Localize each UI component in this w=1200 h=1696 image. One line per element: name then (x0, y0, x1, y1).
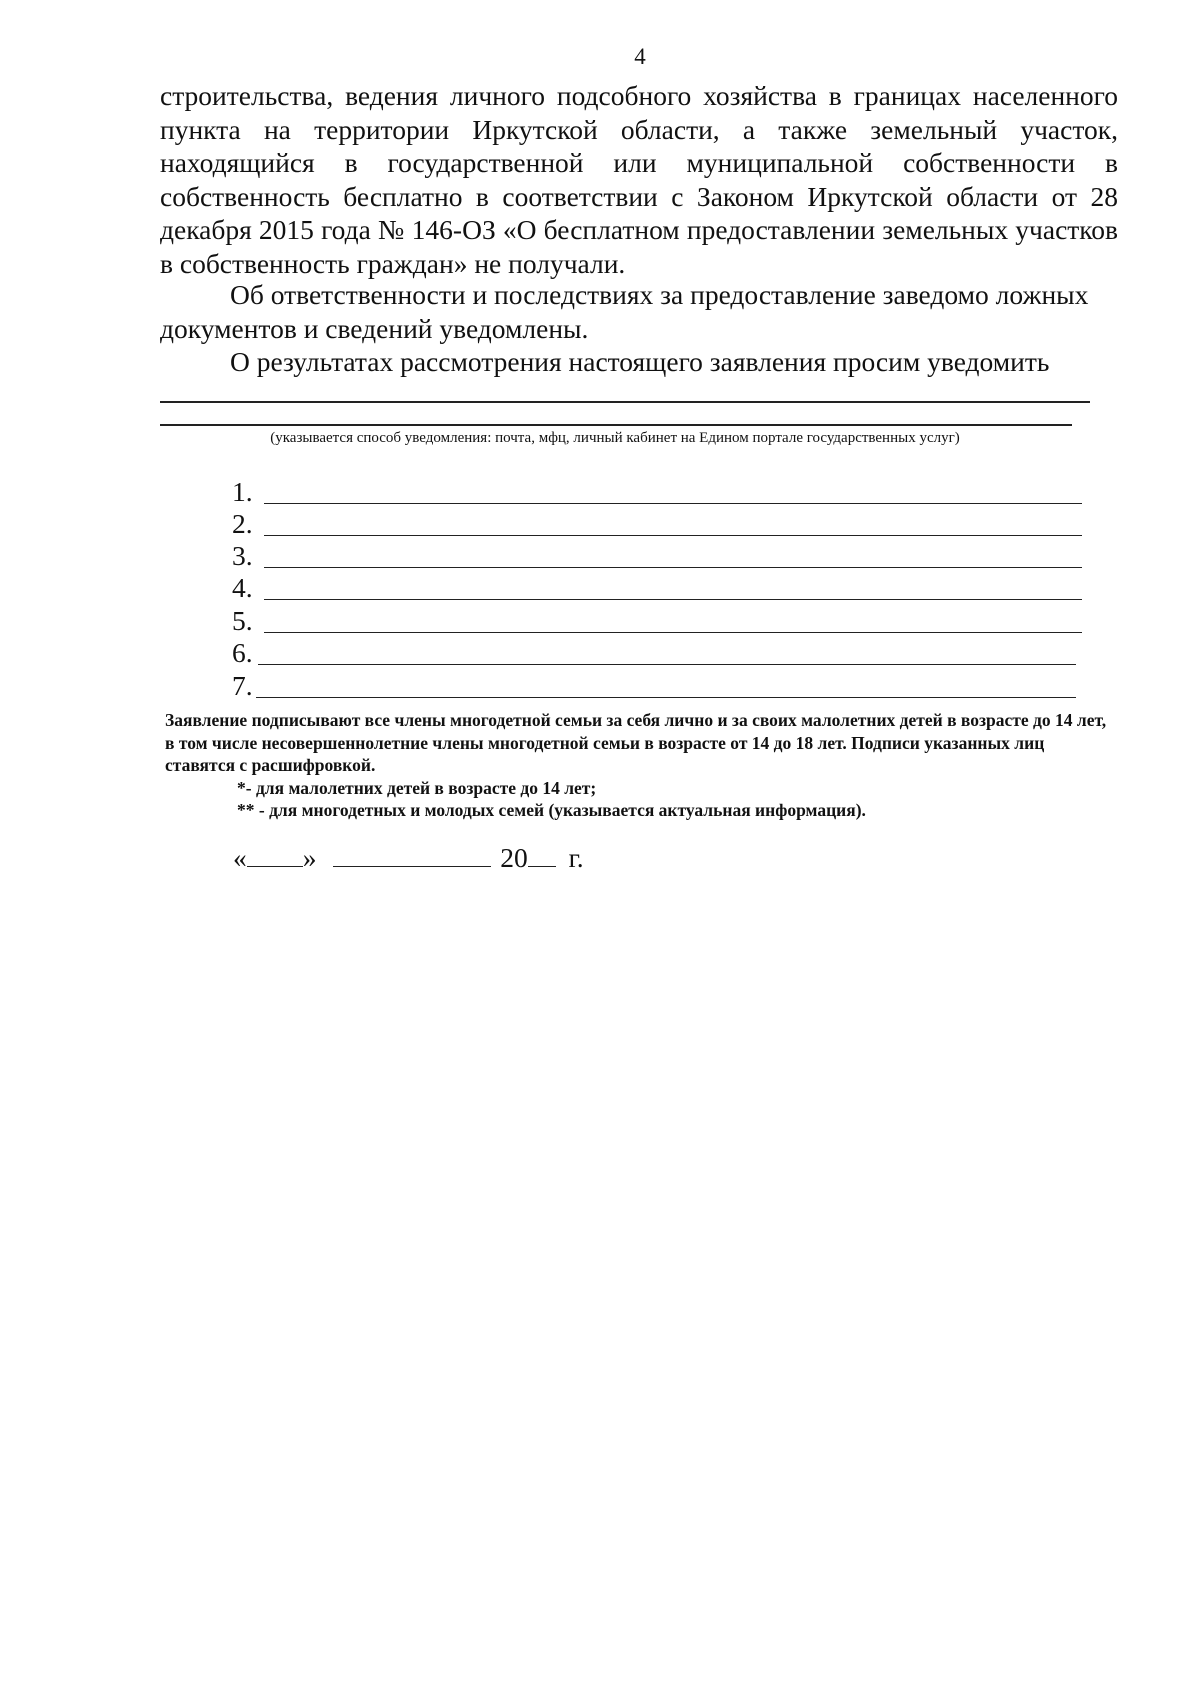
signature-row-6 (232, 637, 1082, 671)
signature-field[interactable] (264, 599, 1082, 601)
signature-row-number: 1. (232, 476, 253, 507)
signature-field[interactable] (264, 567, 1082, 569)
paragraph-continuation: строительства, ведения личного подсобного хозяйства в границах населенного пункта на территории Иркутской области, а также земельный участок, находящийся в государственной или муниципальной собственности в собственность бесплатно в соответствии с Законом Иркутской области от 28 декабря 2015 года № 146-ОЗ «О бесплатном предоставлении земельных участков в собственность граждан» не получали. (160, 80, 1118, 279)
signature-row-number: 3. (232, 540, 253, 571)
signature-row-2 (232, 508, 1082, 542)
month-field[interactable] (333, 840, 491, 867)
paragraph-responsibility (160, 278, 1118, 345)
signature-field[interactable] (258, 664, 1076, 666)
date-close-quote: » (302, 842, 317, 873)
date-line (233, 840, 584, 874)
year-prefix: 20 (500, 842, 528, 873)
paragraph-responsibility-line2: документов и сведений уведомлены. (160, 312, 589, 344)
signature-row-7 (232, 670, 1082, 704)
signature-row-number: 7. (232, 670, 253, 701)
signature-note: Заявление подписывают все члены многодетной семьи за себя лично и за своих малолетних детей в возрасте до 14 лет, в том числе несовершеннолетние члены многодетной семьи в возрасте от 14 до 18 лет. Подписи указанных лиц ставятся с расшифровкой. (165, 710, 1107, 775)
year-field[interactable] (528, 840, 556, 867)
notification-method-field-line2[interactable] (160, 424, 1072, 426)
footnote-minor-children: *- для малолетних детей в возрасте до 14 лет; (237, 777, 597, 798)
signature-row-5 (232, 605, 1082, 639)
signature-row-number: 4. (232, 572, 253, 603)
signature-row-1 (232, 476, 1082, 510)
signature-field[interactable] (264, 632, 1082, 634)
date-open-quote: « (233, 842, 247, 873)
page-number: 4 (634, 44, 646, 69)
paragraph-responsibility-line1: Об ответственности и последствиях за предоставление заведомо ложных (230, 279, 1089, 310)
footnote-large-families: ** - для многодетных и молодых семей (указывается актуальная информация). (237, 800, 866, 820)
day-field[interactable] (247, 840, 303, 867)
signature-row-4 (232, 572, 1082, 606)
signature-row-number: 6. (232, 637, 253, 668)
signature-field[interactable] (264, 535, 1082, 537)
signature-row-3 (232, 540, 1082, 574)
signature-field[interactable] (264, 503, 1082, 505)
notification-method-field-line1[interactable] (160, 401, 1090, 403)
signature-row-number: 2. (232, 508, 253, 539)
notification-caption: (указывается способ уведомления: почта, мфц, личный кабинет на Едином портале государственных услуг) (270, 430, 960, 446)
signature-field[interactable] (256, 697, 1076, 699)
year-suffix: г. (568, 842, 584, 873)
signature-row-number: 5. (232, 605, 253, 636)
signature-notes (165, 709, 1115, 822)
paragraph-notify-request: О результатах рассмотрения настоящего заявления просим уведомить (230, 346, 1050, 377)
